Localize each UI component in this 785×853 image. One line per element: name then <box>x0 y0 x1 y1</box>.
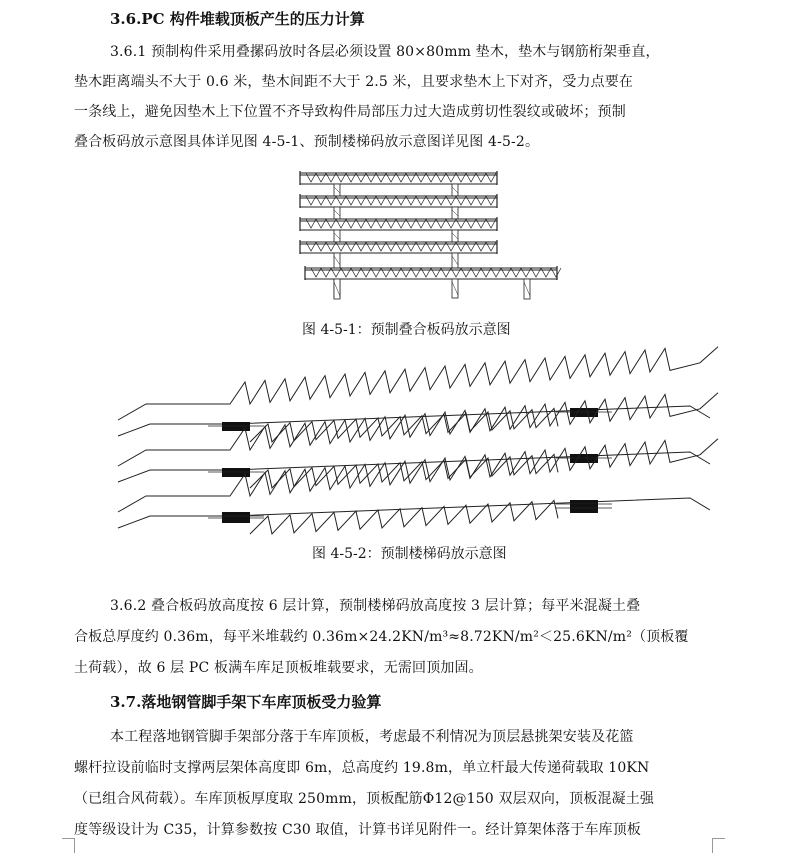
truss-mark <box>366 173 376 182</box>
dunnage-block <box>452 253 458 268</box>
truss-mark <box>466 173 476 182</box>
truss-mark <box>356 219 366 228</box>
truss-mark <box>486 173 496 182</box>
paragraph-3-7-line-4: 度等级设计为 C35，计算参数按 C30 取值，计算书详见附件一。经计算架体落于车库顶板 <box>74 822 642 838</box>
truss-mark <box>376 242 386 251</box>
truss-mark <box>456 242 466 251</box>
truss-mark <box>386 196 396 205</box>
truss-mark <box>366 242 376 251</box>
truss-mark <box>446 219 456 228</box>
stair-top-outline <box>118 439 718 512</box>
truss-mark <box>396 219 406 228</box>
slab <box>300 198 497 207</box>
truss-mark <box>406 173 416 182</box>
truss-mark <box>346 219 356 228</box>
dunnage-hatch <box>334 256 340 265</box>
truss-mark <box>356 242 366 251</box>
stair-underside-teeth <box>250 454 558 488</box>
dunnage-black-block <box>570 500 598 509</box>
truss-mark <box>346 196 356 205</box>
dunnage-hatch <box>334 282 340 296</box>
truss-mark <box>376 173 386 182</box>
truss-mark <box>386 173 396 182</box>
page-corner-mark-left <box>62 838 75 853</box>
truss-mark <box>481 268 491 277</box>
dunnage-hatch <box>524 282 530 296</box>
truss-mark <box>476 219 486 228</box>
section-3-7-heading: 3.7.落地钢管脚手架下车库顶板受力验算 <box>110 693 382 711</box>
paragraph-3-6-2-line-3: 土荷载），故 6 层 PC 板满车库足顶板堆载要求，无需回顶加固。 <box>74 660 483 676</box>
dunnage-hatch <box>334 187 340 193</box>
truss-mark <box>351 268 361 277</box>
truss-mark <box>511 268 521 277</box>
truss-mark <box>541 268 551 277</box>
truss-mark <box>416 173 426 182</box>
truss-mark <box>366 196 376 205</box>
slab <box>300 244 497 253</box>
truss-mark <box>306 242 316 251</box>
truss-mark <box>371 268 381 277</box>
paragraph-3-6-1-line-1: 3.6.1 预制构件采用叠摞码放时各层必须设置 80×80mm 垫木，垫木与钢筋桁架垂直， <box>110 44 660 60</box>
stair-top-outline <box>118 393 718 466</box>
paragraph-3-6-1-line-2: 垫木距离端头不大于 0.6 米，垫木间距不大于 2.5 米，且要求垫木上下对齐，受力点要在 <box>74 74 634 90</box>
truss-mark <box>316 242 326 251</box>
truss-mark <box>426 219 436 228</box>
truss-mark <box>436 196 446 205</box>
truss-mark <box>346 242 356 251</box>
slab-stack <box>300 171 561 299</box>
truss-mark <box>391 268 401 277</box>
truss-mark <box>451 268 461 277</box>
dunnage-black-block <box>570 408 598 417</box>
truss-mark <box>366 219 376 228</box>
truss-mark <box>456 196 466 205</box>
dunnage-hatch <box>334 233 340 239</box>
truss-mark <box>336 196 346 205</box>
paragraph-3-7-line-3: （已组合风荷载）。车库顶板厚度取 250mm，顶板配筋Φ12@150 双层双向，顶板混凝土强 <box>74 791 655 807</box>
dunnage-black-block <box>570 504 598 513</box>
truss-mark <box>426 242 436 251</box>
truss-mark <box>386 242 396 251</box>
truss-mark <box>416 242 426 251</box>
stair-stack <box>118 347 718 534</box>
dunnage-hatch <box>334 210 340 216</box>
truss-mark <box>396 242 406 251</box>
truss-mark <box>306 173 316 182</box>
stair-soffit <box>118 498 710 528</box>
truss-mark <box>341 268 351 277</box>
stair-underside-teeth <box>250 408 558 442</box>
truss-mark <box>331 268 341 277</box>
truss-mark <box>411 268 421 277</box>
truss-mark <box>466 196 476 205</box>
truss-mark <box>436 219 446 228</box>
dunnage-block <box>452 279 458 298</box>
truss-mark <box>501 268 511 277</box>
stair-soffit <box>118 452 710 482</box>
truss-mark <box>316 219 326 228</box>
dunnage-black-block <box>222 512 250 521</box>
dunnage-hatch <box>452 233 458 239</box>
truss-mark <box>326 219 336 228</box>
dunnage-block <box>452 207 458 219</box>
dunnage-block <box>334 279 340 299</box>
slab <box>300 175 497 184</box>
truss-mark <box>406 196 416 205</box>
truss-mark <box>446 242 456 251</box>
truss-mark <box>416 196 426 205</box>
page-corner-mark-right <box>712 838 725 853</box>
slab <box>300 221 497 230</box>
truss-mark <box>491 268 501 277</box>
truss-mark <box>306 196 316 205</box>
dunnage-black-block <box>222 514 250 523</box>
dunnage-block <box>452 184 458 196</box>
truss-mark <box>466 219 476 228</box>
truss-mark <box>551 268 561 277</box>
truss-mark <box>436 173 446 182</box>
truss-mark <box>356 196 366 205</box>
truss-mark <box>316 196 326 205</box>
paragraph-3-6-2-line-2: 合板总厚度约 0.36m，每平米堆载约 0.36m×24.2KN/m³≈8.72KN/m²＜25.6KN/m²（顶板覆 <box>74 629 689 645</box>
truss-mark <box>531 268 541 277</box>
truss-mark <box>316 173 326 182</box>
truss-mark <box>466 242 476 251</box>
stair-top-outline <box>118 347 718 420</box>
truss-mark <box>416 219 426 228</box>
truss-mark <box>321 268 331 277</box>
truss-mark <box>356 173 366 182</box>
dunnage-hatch <box>452 210 458 216</box>
truss-mark <box>336 219 346 228</box>
truss-mark <box>426 173 436 182</box>
dunnage-black-block <box>222 468 250 477</box>
paragraph-3-6-1-line-3: 一条线上，避免因垫木上下位置不齐导致构件局部压力过大造成剪切性裂纹或破坏；预制 <box>74 104 626 120</box>
truss-mark <box>476 242 486 251</box>
truss-mark <box>446 196 456 205</box>
dunnage-block <box>524 279 530 299</box>
dunnage-block <box>334 253 340 268</box>
stair-soffit <box>118 406 710 436</box>
truss-mark <box>376 196 386 205</box>
truss-mark <box>311 268 321 277</box>
figure-4-5-2-caption: 图 4-5-2：预制楼梯码放示意图 <box>312 546 507 562</box>
truss-mark <box>461 268 471 277</box>
dunnage-block <box>334 184 340 196</box>
truss-mark <box>456 173 466 182</box>
figure-4-5-1-caption: 图 4-5-1：预制叠合板码放示意图 <box>302 322 511 338</box>
truss-mark <box>326 242 336 251</box>
dunnage-hatch <box>334 282 340 295</box>
truss-mark <box>326 173 336 182</box>
truss-mark <box>456 219 466 228</box>
truss-mark <box>346 173 356 182</box>
truss-mark <box>396 196 406 205</box>
truss-mark <box>421 268 431 277</box>
truss-mark <box>476 196 486 205</box>
truss-mark <box>486 196 496 205</box>
truss-mark <box>406 242 416 251</box>
truss-mark <box>336 173 346 182</box>
slab <box>305 270 557 279</box>
truss-mark <box>431 268 441 277</box>
paragraph-3-7-line-2: 螺杆拉设前临时支撑两层架体高度即 6m，总高度约 19.8m，单立杆最大传递荷载取 10KN <box>74 760 650 776</box>
truss-mark <box>441 268 451 277</box>
truss-mark <box>336 242 346 251</box>
truss-mark <box>381 268 391 277</box>
dunnage-block <box>452 230 458 242</box>
dunnage-block <box>334 230 340 242</box>
dunnage-hatch <box>452 187 458 193</box>
truss-mark <box>401 268 411 277</box>
dunnage-block <box>334 279 340 298</box>
dunnage-block <box>334 207 340 219</box>
stair-underside-teeth <box>250 500 558 534</box>
dunnage-black-block <box>222 422 250 431</box>
truss-mark <box>471 268 481 277</box>
dunnage-hatch <box>452 256 458 265</box>
truss-mark <box>486 219 496 228</box>
truss-mark <box>306 219 316 228</box>
truss-mark <box>386 219 396 228</box>
truss-mark <box>396 173 406 182</box>
truss-mark <box>521 268 531 277</box>
truss-mark <box>476 173 486 182</box>
dunnage-hatch <box>452 282 458 295</box>
truss-mark <box>426 196 436 205</box>
dunnage-black-block <box>570 454 598 463</box>
truss-mark <box>486 242 496 251</box>
paragraph-3-6-1-line-4: 叠合板码放示意图具体详见图 4-5-1、预制楼梯码放示意图详见图 4-5-2。 <box>74 134 540 150</box>
truss-mark <box>326 196 336 205</box>
truss-mark <box>436 242 446 251</box>
truss-mark <box>406 219 416 228</box>
truss-mark <box>376 219 386 228</box>
truss-mark <box>446 173 456 182</box>
paragraph-3-7-line-1: 本工程落地钢管脚手架部分落于车库顶板，考虑最不利情况为顶层悬挑架安装及花篮 <box>110 729 634 745</box>
truss-mark <box>361 268 371 277</box>
section-3-6-heading: 3.6.PC 构件堆载顶板产生的压力计算 <box>110 10 365 28</box>
paragraph-3-6-2-line-1: 3.6.2 叠合板码放高度按 6 层计算，预制楼梯码放高度按 3 层计算；每平米混凝土叠 <box>110 598 641 614</box>
